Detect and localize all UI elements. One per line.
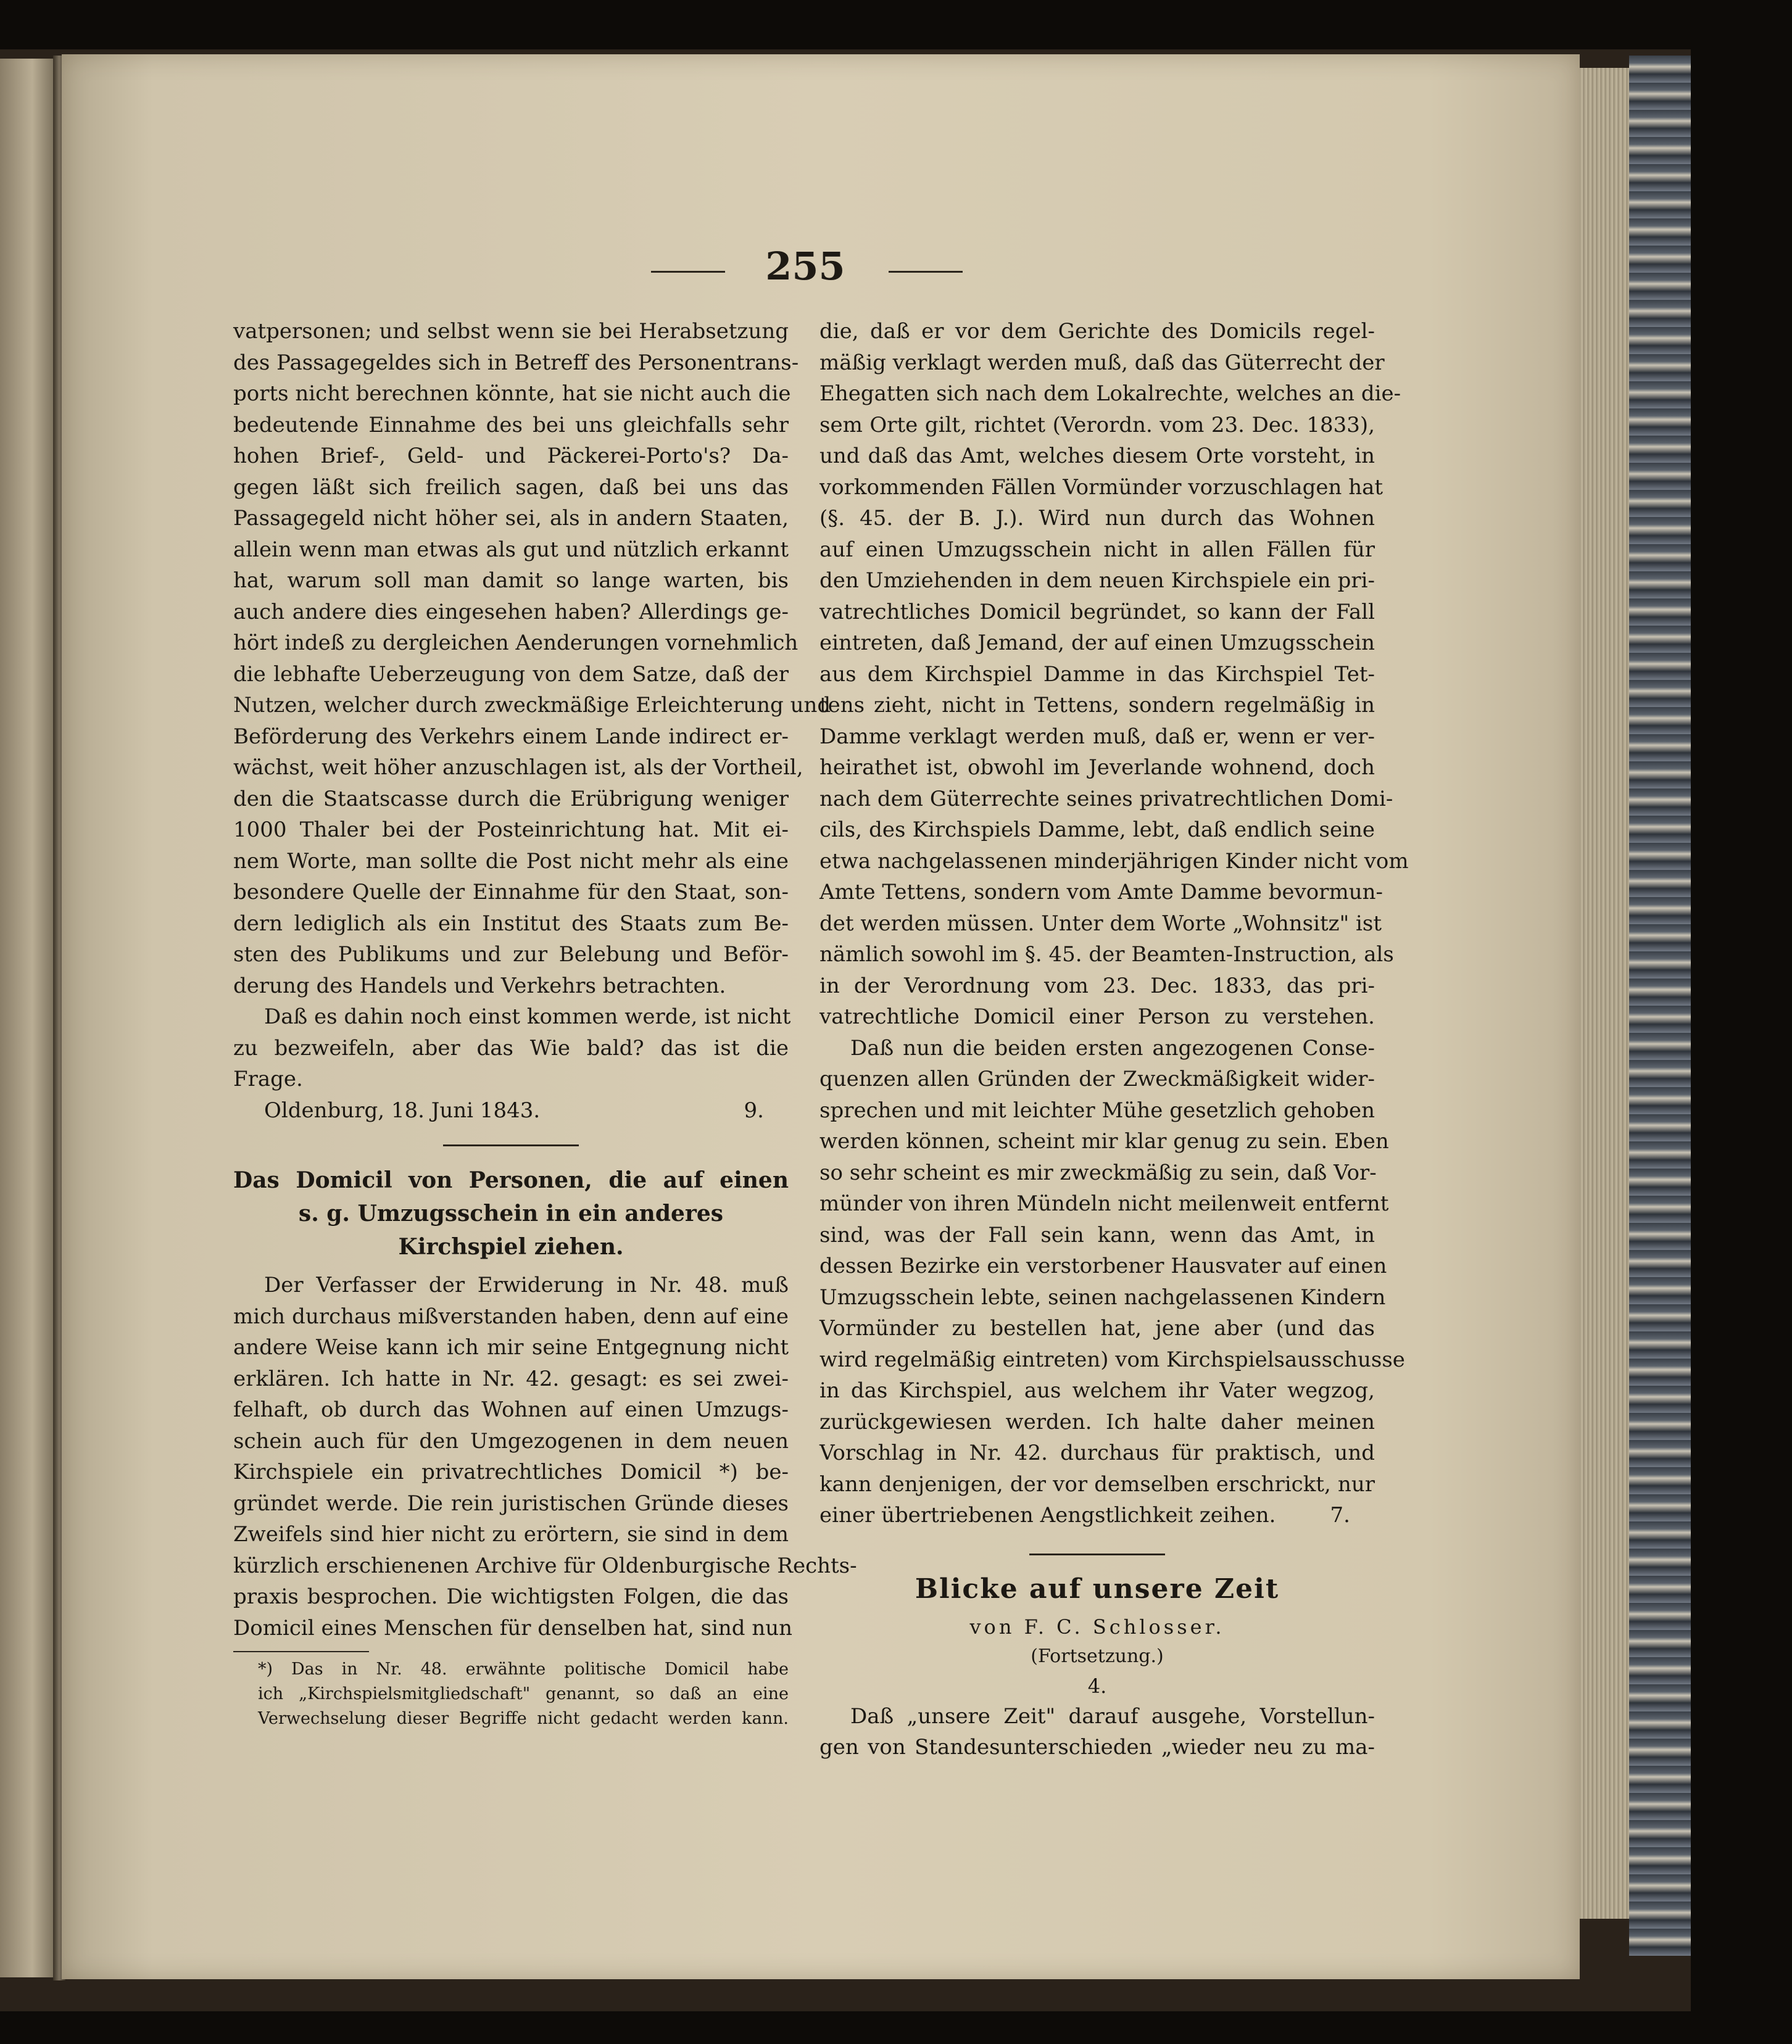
- text-line: heirathet ist, obwohl im Jeverlande wohnend, doch: [819, 755, 1375, 780]
- text-line: dern lediglich als ein Institut des Staats zum Be-: [233, 911, 789, 936]
- text-line: eintreten, daß Jemand, der auf einen Umzugsschein: [819, 631, 1375, 655]
- footnote-line: Verwechselung dieser Begriffe nicht gedacht werden kann.: [258, 1709, 789, 1728]
- heading-line: Das Domicil von Personen, die auf einen: [233, 1167, 789, 1193]
- text-line: Passagegeld nicht höher sei, als in andern Staaten,: [233, 506, 789, 531]
- footnote-line: *) Das in Nr. 48. erwähnte politische Domicil habe: [258, 1660, 789, 1679]
- text-line: den Umziehenden in dem neuen Kirchspiele ein pri-: [819, 568, 1375, 593]
- text-line: werden können, scheint mir klar genug zu sein. Eben: [819, 1129, 1389, 1154]
- text-line: Kirchspiele ein privatrechtliches Domicil *) be-: [233, 1460, 789, 1484]
- text-line: hohen Brief-, Geld- und Päckerei-Porto's? Da-: [233, 444, 789, 468]
- header-dash-right: [889, 271, 963, 273]
- right-paragraph-3: [819, 1701, 1375, 1763]
- article2-continuation: (Fortsetzung.): [1031, 1645, 1164, 1667]
- text-line: dessen Bezirke ein verstorbener Hausvater auf einen: [819, 1254, 1387, 1278]
- text-line: Daß „unsere Zeit" darauf ausgehe, Vorstellun-: [850, 1703, 1375, 1729]
- text-line: wird regelmäßig eintreten) vom Kirchspielsausschusse: [819, 1347, 1405, 1372]
- text-line: vorkommenden Fällen Vormünder vorzuschlagen hat: [819, 474, 1383, 500]
- heading-line: Kirchspiel ziehen.: [398, 1234, 624, 1260]
- text-line: wächst, weit höher anzuschlagen ist, als der Vortheil,: [233, 755, 803, 780]
- header-dash-left: [651, 271, 725, 273]
- text-line: felhaft, ob durch das Wohnen auf einen Umzugs-: [233, 1397, 789, 1422]
- text-line: kann denjenigen, der vor demselben erschrickt, nur: [819, 1471, 1375, 1497]
- text-line: hört indeß zu dergleichen Aenderungen vornehmlich: [233, 631, 799, 655]
- text-line: auf einen Umzugsschein nicht in allen Fällen für: [819, 537, 1375, 562]
- text-line: tens zieht, nicht in Tettens, sondern regelmäßig in: [819, 693, 1375, 718]
- text-line: derung des Handels und Verkehrs betrachten.: [233, 973, 726, 998]
- text-line: Zweifels sind hier nicht zu erörtern, sie sind in dem: [233, 1522, 789, 1547]
- text-line: sind, was der Fall sein kann, wenn das Amt, in: [819, 1222, 1375, 1248]
- text-line: mäßig verklagt werden muß, daß das Güterrecht der: [819, 350, 1385, 375]
- text-line: Damme verklagt werden muß, daß er, wenn er ver-: [819, 724, 1375, 749]
- text-line: Umzugsschein lebte, seinen nachgelassenen Kindern: [819, 1285, 1386, 1310]
- footnote: [233, 1657, 789, 1731]
- left-paragraph-2: [233, 1001, 789, 1095]
- right-paragraph-2: [819, 1033, 1405, 1531]
- right-paragraph-1: [819, 316, 1409, 1033]
- text-line: münder von ihren Mündeln nicht meilenweit entfernt: [819, 1191, 1389, 1216]
- text-line: vatrechtliches Domicil begründet, so kann der Fall: [819, 599, 1375, 624]
- marbled-cover-edge: [1629, 56, 1691, 1956]
- footnote-divider: [233, 1651, 369, 1652]
- left-paragraph-1: [233, 316, 831, 1001]
- text-line: den die Staatscasse durch die Erübrigung weniger: [233, 786, 789, 811]
- text-line: hat, warum soll man damit so lange warten, bis: [233, 568, 789, 593]
- text-line: bedeutende Einnahme des bei uns gleichfalls sehr: [233, 412, 789, 437]
- text-line: zu bezweifeln, aber das Wie bald? das ist die: [233, 1035, 789, 1061]
- text-line: sten des Publikums und zur Belebung und Beför-: [233, 942, 789, 967]
- text-line: Vorschlag in Nr. 42. durchaus für praktisch, und: [819, 1441, 1375, 1465]
- text-line: nämlich sowohl im §. 45. der Beamten-Instruction, als: [819, 942, 1394, 967]
- signature-place-date: Oldenburg, 18. Juni 1843.: [264, 1098, 541, 1123]
- text-line: schein auch für den Umgezogenen in dem neuen: [233, 1428, 789, 1454]
- text-line: aus dem Kirchspiel Damme in das Kirchspiel Tet-: [819, 661, 1375, 687]
- signature-line: [233, 1095, 789, 1127]
- text-line: ports nicht berechnen könnte, hat sie nicht auch die: [233, 381, 791, 406]
- page-stack-edges: [1580, 68, 1629, 1919]
- text-line: so sehr scheint es mir zweckmäßig zu sein, daß Vor-: [819, 1160, 1377, 1185]
- page-header: [0, 244, 1792, 299]
- text-line: zurückgewiesen werden. Ich halte daher meinen: [819, 1409, 1375, 1434]
- text-line: Frage.: [233, 1067, 303, 1091]
- author-mark: 7.: [1330, 1503, 1350, 1528]
- text-line: nach dem Güterrechte seines privatrechtlichen Domi-: [819, 786, 1393, 811]
- text-line: 1000 Thaler bei der Posteinrichtung hat. Mit ei-: [233, 817, 789, 842]
- signature-mark: 9.: [744, 1098, 764, 1123]
- text-line: und daß das Amt, welches diesem Orte vorsteht, in: [819, 444, 1375, 468]
- text-line: praxis besprochen. Die wichtigsten Folgen, die das: [233, 1584, 789, 1609]
- text-line: nem Worte, man sollte die Post nicht mehr als eine: [233, 848, 789, 874]
- text-line: Ehegatten sich nach dem Lokalrechte, welches an die-: [819, 381, 1401, 406]
- text-line: in das Kirchspiel, aus welchem ihr Vater wegzog,: [819, 1378, 1375, 1403]
- text-line: quenzen allen Gründen der Zweckmäßigkeit wider-: [819, 1067, 1375, 1091]
- text-line: Der Verfasser der Erwiderung in Nr. 48. muß: [264, 1273, 789, 1297]
- text-line: Vormünder zu bestellen hat, jene aber (und das: [819, 1316, 1375, 1341]
- text-line: gegen läßt sich freilich sagen, daß bei uns das: [233, 474, 789, 500]
- text-line: in der Verordnung vom 23. Dec. 1833, das pri-: [819, 973, 1375, 998]
- text-line: Daß nun die beiden ersten angezogenen Conse-: [850, 1035, 1375, 1061]
- text-line: einer übertriebenen Aengstlichkeit zeihen.: [819, 1503, 1276, 1528]
- text-line: Domicil eines Menschen für denselben hat, sind nun: [233, 1615, 793, 1641]
- article2-section-number: 4.: [1087, 1674, 1107, 1698]
- text-line: die lebhafte Ueberzeugung von dem Satze, daß der: [233, 661, 789, 687]
- text-line: cils, des Kirchspiels Damme, lebt, daß endlich seine: [819, 817, 1375, 842]
- article2-author: von F. C. Schlosser.: [969, 1615, 1225, 1639]
- text-line: erklären. Ich hatte in Nr. 42. gesagt: es sei zwei-: [233, 1366, 789, 1391]
- footnote-line: ich „Kirchspielsmitgliedschaft" genannt, so daß an eine: [258, 1684, 789, 1703]
- page-number: 255: [765, 244, 845, 289]
- section-divider: [443, 1144, 579, 1146]
- left-column: [233, 316, 857, 1731]
- text-line: gen von Standesunterschieden „wieder neu zu ma-: [819, 1735, 1375, 1760]
- heading-line: s. g. Umzugsschein in ein anderes: [298, 1201, 724, 1227]
- text-line: sprechen und mit leichter Mühe gesetzlich gehoben: [819, 1098, 1375, 1123]
- text-line: besondere Quelle der Einnahme für den Staat, son-: [233, 880, 789, 904]
- text-line: vatpersonen; und selbst wenn sie bei Herabsetzung: [233, 319, 789, 344]
- text-line: kürzlich erschienenen Archive für Oldenburgische Rechts-: [233, 1553, 857, 1578]
- text-line: Daß es dahin noch einst kommen werde, ist nicht: [264, 1004, 791, 1029]
- text-line: mich durchaus mißverstanden haben, denn auf eine: [233, 1304, 789, 1329]
- text-line: des Passagegeldes sich in Betreff des Personentrans-: [233, 350, 799, 375]
- right-column: [819, 316, 1409, 1763]
- article-heading: [233, 1164, 789, 1264]
- text-line: etwa nachgelassenen minderjährigen Kinder nicht vom: [819, 848, 1409, 874]
- text-line: die, daß er vor dem Gerichte des Domicils regel-: [819, 319, 1375, 344]
- text-line: auch andere dies eingesehen haben? Allerdings ge-: [233, 599, 789, 624]
- left-paragraph-3: [233, 1270, 857, 1644]
- section-divider: [1029, 1554, 1165, 1555]
- text-line: det werden müssen. Unter dem Worte „Wohnsitz" ist: [819, 911, 1382, 936]
- left-page-edge: [0, 59, 59, 1977]
- text-line: Beförderung des Verkehrs einem Lande indirect er-: [233, 724, 789, 749]
- text-line: allein wenn man etwas als gut und nützlich erkannt: [233, 537, 789, 562]
- article2-heading: Blicke auf unsere Zeit: [915, 1573, 1280, 1605]
- text-line: vatrechtliche Domicil einer Person zu verstehen.: [819, 1004, 1375, 1029]
- text-line-with-mark: [819, 1500, 1375, 1531]
- text-line: Nutzen, welcher durch zweckmäßige Erleichterung und: [233, 693, 831, 718]
- text-line: andere Weise kann ich mir seine Entgegnung nicht: [233, 1335, 789, 1360]
- text-line: (§. 45. der B. J.). Wird nun durch das Wohnen: [819, 506, 1375, 531]
- text-line: Amte Tettens, sondern vom Amte Damme bevormun-: [819, 880, 1383, 904]
- text-line: gründet werde. Die rein juristischen Gründe dieses: [233, 1491, 789, 1516]
- text-line: sem Orte gilt, richtet (Verordn. vom 23. Dec. 1833),: [819, 412, 1375, 437]
